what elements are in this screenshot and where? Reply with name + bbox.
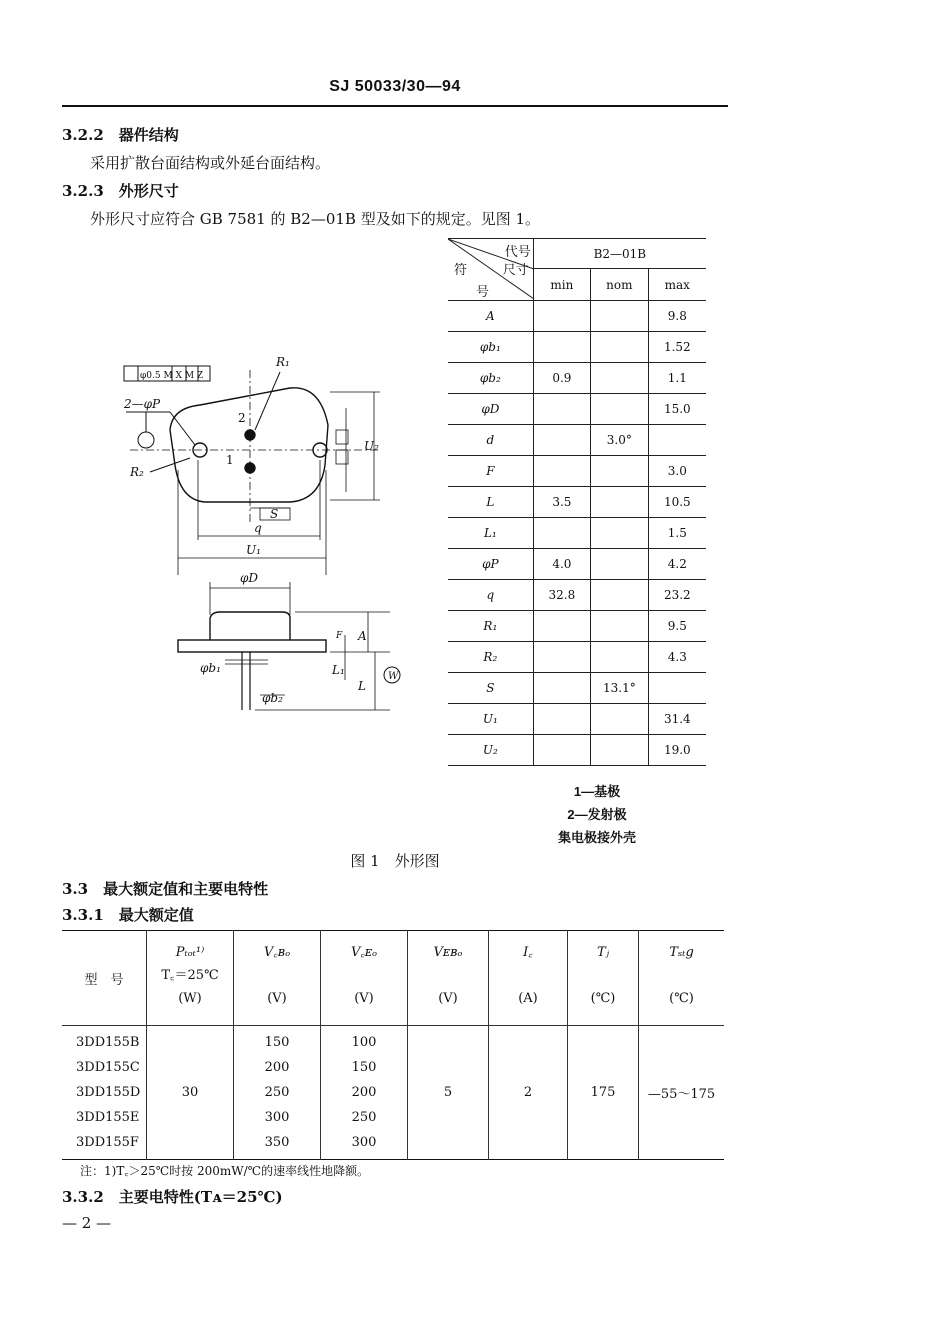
col-max: max [648,269,706,301]
dim-cell-min [533,425,590,456]
dim-cell-nom [591,735,649,766]
dim-row [448,642,706,673]
h-tstg: Tₛₜg (℃) [639,931,725,1026]
dim-cell-sym: F [448,456,533,487]
model: 3DD155E [76,1110,140,1125]
vceo-values: 100 150 200 250 300 [321,1026,408,1160]
code-header: B2—01B [533,239,706,269]
ptot-value: 30 [147,1026,234,1160]
dim-cell-min [533,518,590,549]
section-3-2-3-text: 外形尺寸应符合 GB 7581 的 B2—01B 型及如下的规定。见图 1。 [90,210,541,228]
dim-cell-nom [591,394,649,425]
dim-row [448,487,706,518]
dim-cell-nom [591,580,649,611]
label-d: φD [240,571,259,585]
dim-row [448,332,706,363]
label-s: S [270,507,279,521]
dim-cell-max: 31.4 [648,704,706,735]
h-vceo: V꜀ᴇₒ (V) [321,931,408,1026]
tolerance-box-label: φ0.5 M X M Z [140,371,204,381]
dim-cell-max: 10.5 [648,487,706,518]
corner-size-label: 尺寸 [502,263,529,278]
section-3-2-3-heading: 3.2.3 外形尺寸 [62,182,179,200]
dim-cell-min: 3.5 [533,487,590,518]
label-2p: 2—φP [124,397,161,411]
h-vebo: Vᴇʙₒ (V) [408,931,489,1026]
h-vcbo: V꜀ʙₒ (V) [234,931,321,1026]
dim-cell-max: 4.2 [648,549,706,580]
dim-cell-max: 9.8 [648,301,706,332]
col-min: min [533,269,590,301]
dim-cell-sym: L [448,487,533,518]
h-ic: I꜀ (A) [489,931,568,1026]
dim-row [448,518,706,549]
dim-cell-max [648,673,706,704]
label-a: A [358,629,367,643]
dim-cell-min [533,332,590,363]
max-ratings-table [62,930,724,1160]
model: 3DD155B [76,1035,140,1050]
h-model: 型 号 [62,931,147,1026]
dim-cell-min [533,735,590,766]
dim-cell-nom: 13.1° [591,673,649,704]
dim-cell-min [533,456,590,487]
dim-cell-max [648,425,706,456]
dim-row [448,673,706,704]
label-r1: R₁ [276,355,290,369]
dim-cell-max: 15.0 [648,394,706,425]
dim-cell-nom [591,518,649,549]
model: 3DD155F [76,1135,139,1150]
label-b2: φb₂ [262,691,283,705]
figure-caption: 图 1 外形图 [350,852,440,870]
dim-row [448,549,706,580]
section-3-3-2-heading: 3.3.2 主要电特性(Tᴀ＝25℃) [62,1188,283,1206]
dim-row [448,456,706,487]
ic-value: 2 [489,1026,568,1160]
label-l: L [358,679,366,693]
dim-cell-max: 23.2 [648,580,706,611]
label-q: q [254,521,262,535]
dim-cell-min [533,394,590,425]
dim-cell-sym: R₁ [448,611,533,642]
dim-cell-sym: φb₁ [448,332,533,363]
tstg-value: —55～175 [639,1026,725,1160]
page-header: SJ 50033/30—94 [329,78,461,95]
corner-cell [448,239,533,301]
dim-cell-min [533,642,590,673]
tj-value: 175 [568,1026,639,1160]
dim-cell-max: 19.0 [648,735,706,766]
dim-cell-sym: U₁ [448,704,533,735]
dim-cell-sym: L₁ [448,518,533,549]
dim-cell-max: 9.5 [648,611,706,642]
outline-drawing [110,350,410,720]
table-note: 注：1)T꜀＞25℃时按 200mW/℃的速率线性地降额。 [80,1164,370,1178]
dim-cell-nom: 3.0° [591,425,649,456]
dim-cell-nom [591,301,649,332]
model: 3DD155D [76,1085,141,1100]
label-b1: φb₁ [200,661,221,675]
pin-legend [532,780,662,849]
dim-cell-nom [591,332,649,363]
dim-cell-nom [591,363,649,394]
model: 3DD155C [76,1060,140,1075]
dim-cell-nom [591,456,649,487]
dim-cell-min: 4.0 [533,549,590,580]
dim-cell-max: 1.5 [648,518,706,549]
dim-row [448,580,706,611]
header-rule [62,105,728,107]
section-3-2-2-text: 采用扩散台面结构或外延台面结构。 [90,154,331,172]
dimension-table [448,238,706,766]
label-u2: U₂ [364,439,379,453]
dim-cell-nom [591,642,649,673]
label-w: W [388,671,399,682]
page-number: — 2 — [62,1214,112,1232]
label-pin-1: 1 [226,453,234,467]
dim-cell-nom [591,549,649,580]
dim-cell-sym: A [448,301,533,332]
dim-cell-nom [591,611,649,642]
label-pin-2: 2 [238,411,246,425]
dim-cell-sym: R₂ [448,642,533,673]
dim-cell-nom [591,704,649,735]
label-f: F [336,631,343,641]
dim-cell-min: 0.9 [533,363,590,394]
dim-cell-min: 32.8 [533,580,590,611]
dim-cell-nom [591,487,649,518]
section-3-3-heading: 3.3 最大额定值和主要电特性 [62,880,269,898]
vebo-value: 5 [408,1026,489,1160]
dim-row [448,394,706,425]
label-l1: L₁ [332,663,345,677]
models-cell [62,1026,147,1160]
dim-row [448,301,706,332]
legend-item: 2—发射极 [567,807,627,822]
dim-row [448,363,706,394]
dim-cell-sym: φP [448,549,533,580]
legend-item: 1—基极 [573,784,621,799]
h-ptot: Pₜₒₜ¹⁾ T꜀＝25℃ (W) [147,931,234,1026]
dim-cell-sym: S [448,673,533,704]
dim-cell-min [533,301,590,332]
dim-cell-sym: U₂ [448,735,533,766]
dim-cell-max: 1.52 [648,332,706,363]
dim-cell-max: 1.1 [648,363,706,394]
label-u1: U₁ [246,543,261,557]
dim-cell-max: 3.0 [648,456,706,487]
dim-cell-max: 4.3 [648,642,706,673]
dim-cell-sym: q [448,580,533,611]
corner-symbol-label-bottom: 号 [476,285,490,300]
h-tj: Tⱼ (℃) [568,931,639,1026]
dim-row [448,704,706,735]
dim-cell-min [533,611,590,642]
corner-code-label: 代号 [504,245,531,260]
dim-cell-sym: φb₂ [448,363,533,394]
label-r2: R₂ [130,465,144,479]
dim-cell-sym: d [448,425,533,456]
dim-row [448,611,706,642]
dim-cell-min [533,704,590,735]
dim-cell-min [533,673,590,704]
legend-item: 集电极接外壳 [557,830,636,845]
section-3-3-1-heading: 3.3.1 最大额定值 [62,906,194,924]
col-nom: nom [591,269,649,301]
vcbo-values: 150 200 250 300 350 [234,1026,321,1160]
corner-symbol-label-top: 符 [454,263,468,278]
section-3-2-2-heading: 3.2.2 器件结构 [62,126,179,144]
dim-row [448,735,706,766]
dim-row [448,425,706,456]
dim-cell-sym: φD [448,394,533,425]
